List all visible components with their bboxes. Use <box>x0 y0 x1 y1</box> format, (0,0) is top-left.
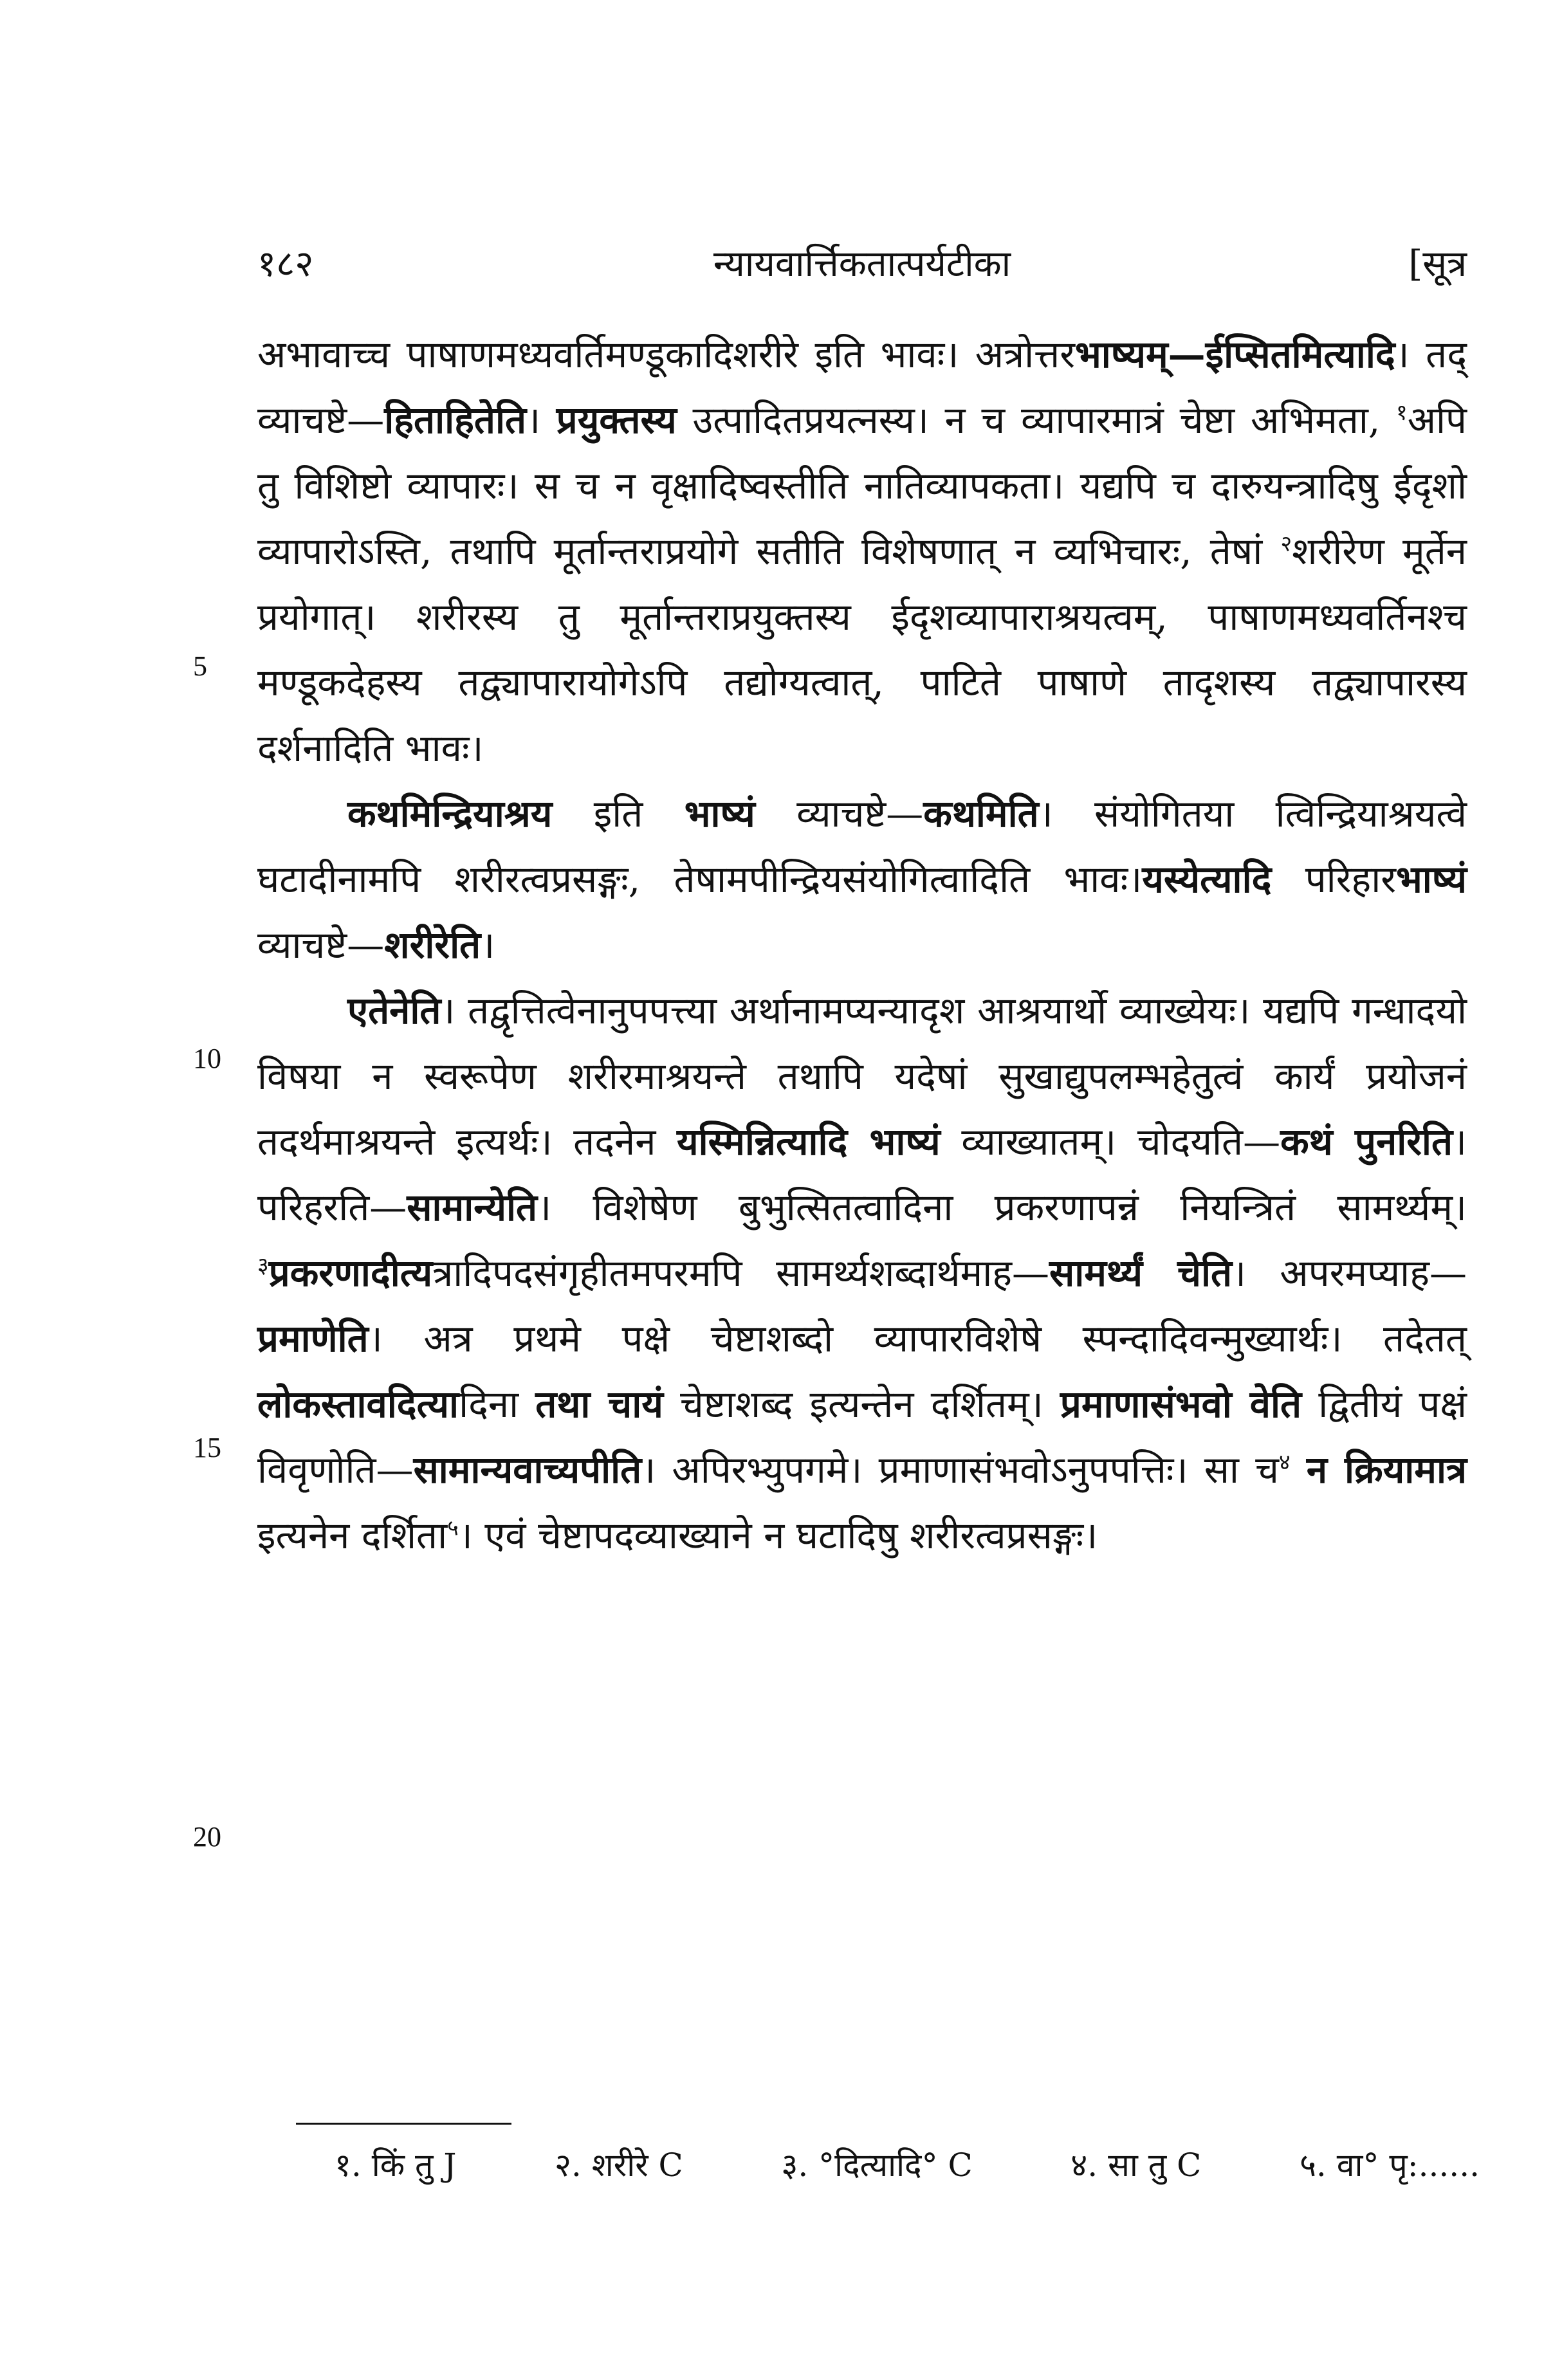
bold-lemma: प्रमाणेति <box>257 1317 369 1360</box>
text-run: उत्पादितप्रयत्नस्य। न च व्यापारमात्रं चेष्टा अभिमता, <box>676 398 1397 442</box>
footnote-4: ४. सा तु C <box>1071 2147 1202 2184</box>
text-run: व्याचष्टे— <box>257 923 385 967</box>
text-run: । एवं चेष्टापदव्याख्याने न घटादिषु शरीरत्वप्रसङ्गः। <box>458 1514 1098 1557</box>
footnote-marker: २ <box>1280 531 1292 557</box>
line-number-5: 5 <box>193 650 207 682</box>
bold-lemma: भाष्यम्—ईप्सितमित्यादि <box>1074 333 1395 376</box>
bold-lemma: कथमिति <box>923 792 1039 836</box>
running-header <box>257 238 1467 296</box>
text-run: । अत्र प्रथमे पक्षे चेष्टाशब्दो व्यापारविशेषे स्पन्दादिवन्मुख्यार्थः। तदेतत् <box>368 1317 1467 1360</box>
footnote-3: ३. °दित्यादि° C <box>781 2147 973 2184</box>
text-run: शरीरेण मूर्तेन प्रयोगात्। शरीरस्य तु मूर्तान्तराप्रयुक्तस्य ईदृशव्यापाराश्रयत्वम्, पाषाणमध्यवर्तिनश्च मण्डूकदेहस्य तद्व्यापारायोगेऽपि तद्योग्यत्वात्, पाटिते पाषाणे तादृशस्य तद्व्यापारस्य दर्शनादिति भावः। <box>257 529 1467 770</box>
text-run: । परिहरति— <box>257 1120 1467 1229</box>
text-run: दिना <box>459 1382 536 1426</box>
running-title: न्यायवार्त्तिकतात्पर्यटीका <box>713 243 1011 285</box>
text-run: इत्यनेन दर्शिता <box>257 1514 448 1557</box>
text-run: परिहार <box>1271 857 1396 901</box>
bold-lemma: यस्मिन्नित्यादि भाष्यं <box>677 1120 941 1164</box>
text-run: अभावाच्च पाषाणमध्यवर्तिमण्डूकादिशरीरे इति भावः। अत्रोत्तर <box>257 333 1075 376</box>
bold-lemma: सामान्येति <box>407 1185 538 1229</box>
text-run: व्याख्यातम्। चोदयति— <box>940 1120 1281 1164</box>
bold-lemma: प्रकरणादीत्य <box>268 1251 433 1295</box>
bold-lemma: प्रमाणासंभवो वेति <box>1060 1382 1302 1426</box>
text-run: । संयोगितया त्विन्द्रियाश्रयत्वे घटादीनामपि शरीरत्वप्रसङ्गः, तेषामपीन्द्रियसंयोगित्वादिति भावः। <box>257 792 1467 901</box>
text-run: । अपिरभ्युपगमे। प्रमाणासंभवोऽनुपपत्तिः। सा च <box>641 1448 1279 1492</box>
paragraph <box>257 978 1467 1568</box>
footnotes <box>335 2142 1480 2193</box>
text-run: । अपरमप्याह— <box>1232 1251 1467 1295</box>
bold-lemma: भाष्यं <box>684 792 755 836</box>
bold-lemma: लोकस्तावदित्या <box>257 1382 459 1426</box>
bold-lemma: कथमिन्द्रियाश्रय <box>347 792 553 836</box>
text-run: । विशेषेण बुभुत्सितत्वादिना प्रकरणापन्नं नियन्त्रितं सामर्थ्यम्। <box>537 1185 1467 1229</box>
line-number-10: 10 <box>193 1043 221 1074</box>
commentary-body <box>257 322 1467 1568</box>
bold-lemma: हिताहितेति <box>384 398 527 442</box>
section-marker: [सूत्र <box>1408 243 1467 285</box>
bold-lemma: यस्येत्यादि <box>1142 857 1272 901</box>
footnote-2: २. शरीरे C <box>555 2147 683 2184</box>
footnote-marker: ४ <box>1278 1449 1291 1476</box>
paragraph <box>257 322 1467 781</box>
paragraph <box>257 781 1467 978</box>
text-run <box>1291 1448 1307 1492</box>
footnote-marker: ५ <box>447 1515 459 1541</box>
footnote-marker: ३ <box>257 1252 269 1279</box>
text-run: त्रादिपदसंगृहीतमपरमपि सामर्थ्यशब्दार्थमाह— <box>432 1251 1050 1295</box>
text-run: । <box>481 923 495 967</box>
text-run: इति <box>552 792 685 836</box>
text-run: चेष्टाशब्द इत्यन्तेन दर्शितम्। <box>663 1382 1060 1426</box>
bold-lemma: भाष्यं <box>1395 857 1467 901</box>
bold-lemma: सामर्थ्यं चेति <box>1049 1251 1233 1295</box>
bold-lemma: एतेनेति <box>347 989 441 1032</box>
line-number-20: 20 <box>193 1821 221 1853</box>
bold-lemma: प्रयुक्तस्य <box>556 398 677 442</box>
bold-lemma: शरीरेति <box>384 923 481 967</box>
footnote-1: १. किं तु J <box>335 2147 457 2184</box>
bold-lemma: कथं पुनरिति <box>1280 1120 1453 1164</box>
text-run: । तद् व्याचष्टे— <box>257 333 1467 442</box>
footnote-marker: १ <box>1396 399 1408 426</box>
line-number-15: 15 <box>193 1432 221 1463</box>
text-run: । <box>526 398 556 442</box>
footnote-5: ५. वा° पृ:...... <box>1299 2147 1480 2184</box>
text-run: । तद्वृत्तित्वेनानुपपत्त्या अर्थानामप्यन्यादृश आश्रयार्थो व्याख्येयः। यद्यपि गन्धादयो विषया न स्वरूपेण शरीरमाश्रयन्ते तथापि यदेषां सुखाद्युपलम्भहेतुत्वं कार्यं प्रयोजनं तदर्थमाश्रयन्ते इत्यर्थः। तदनेन <box>257 989 1467 1164</box>
page-number: १८२ <box>257 243 314 285</box>
text-run: व्याचष्टे— <box>755 792 924 836</box>
bold-lemma: न क्रियामात्र <box>1306 1448 1467 1492</box>
footnote-rule <box>296 2123 511 2125</box>
bold-lemma: सामान्यवाच्यपीति <box>413 1448 642 1492</box>
text-run: अपि तु विशिष्टो व्यापारः। स च न वृक्षादिष्वस्तीति नातिव्यापकता। यद्यपि च दारुयन्त्रादिषु ईदृशो व्यापारोऽस्ति, तथापि मूर्तान्तराप्रयोगे सतीति विशेषणात् न व्यभिचारः, तेषां <box>257 398 1467 573</box>
bold-lemma: तथा चायं <box>535 1382 663 1426</box>
text-run: द्वितीयं पक्षं विवृणोति— <box>257 1382 1467 1492</box>
